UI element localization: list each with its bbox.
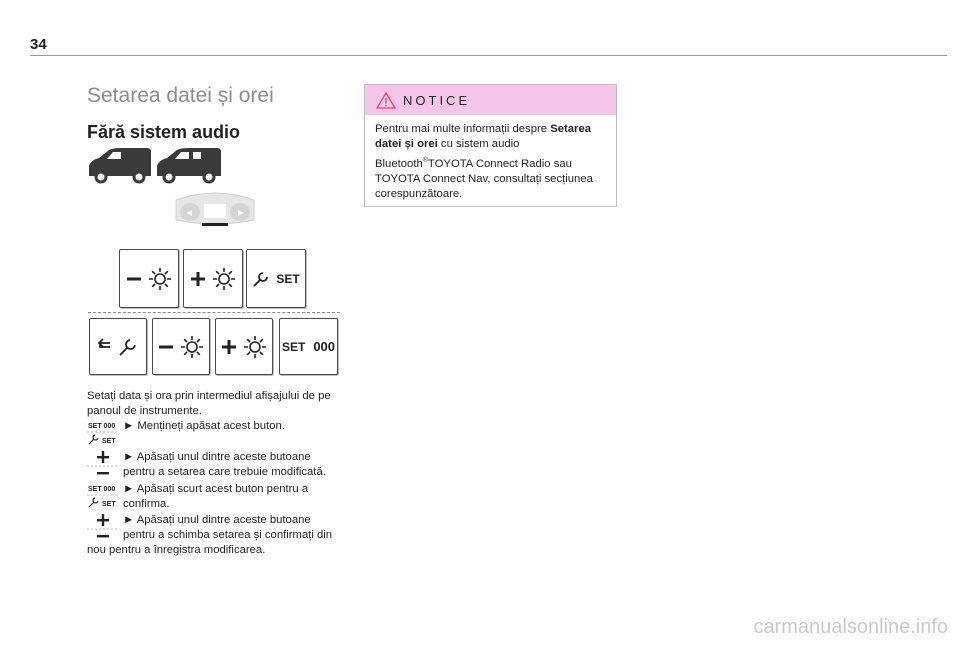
instrument-cluster-icon [172,190,258,228]
svg-text:SET: SET [102,438,116,445]
warning-triangle-icon [376,92,396,109]
notice-text-post1: cu sistem audio Bluetooth [375,138,520,170]
set-label: SET [281,339,306,354]
header-rule [30,55,947,56]
set-buttons-mini-icon [87,420,119,446]
notice-box [364,84,617,207]
set-code: 000 [313,339,336,354]
vehicle-silhouettes-icon [87,146,222,184]
notice-text-pre: Pentru mai multe informații despre [375,123,551,135]
svg-text:SET 000: SET 000 [88,486,116,493]
set-buttons-mini-icon [87,483,119,509]
minus-brightness-icon [125,267,173,291]
plus-brightness-icon [189,267,237,291]
step-1 [87,419,352,447]
page-number: 34 [30,36,47,53]
back-wrench-icon [96,337,140,357]
notice-text-bold: Setarea datei și orei [375,123,592,151]
notice-registered-mark: ® [422,156,428,164]
notice-text-post2: TOYOTA Connect Radio sau TOYOTA Connect Nav, consultați secțiunea corespunzătoare. [375,157,593,200]
set-000-button[interactable] [279,318,338,375]
step-3-text: ► Apăsați scurt acest buton pentru a [123,483,309,495]
set-label: SET [276,271,300,286]
step-1-text: ► Mențineți apăsat acest buton. [123,420,285,432]
step-4 [87,513,352,559]
step-2 [87,450,352,480]
section-title: Setarea datei și orei [87,84,274,107]
settings-set-button[interactable] [246,249,306,308]
step-2-text-cont: pentru a setarea care trebuie modificată. [123,466,326,478]
step-3-text-cont: confirma. [123,498,170,510]
notice-body [365,115,616,202]
plus-minus-mini-icon [87,450,119,480]
brightness-minus-button-2[interactable] [152,318,210,375]
watermark: carmanualsonline.info [753,616,948,638]
step-4-text-cont: pentru a schimba setarea și confirmați din [123,529,333,541]
svg-text:SET: SET [102,501,116,508]
back-settings-button[interactable] [89,318,147,375]
brightness-plus-button-2[interactable] [215,318,273,375]
step-2-text: ► Apăsați unul dintre aceste butoane [123,451,311,463]
notice-header [365,85,616,115]
brightness-minus-button[interactable] [119,249,179,308]
step-4-text: ► Apăsați unul dintre aceste butoane [123,514,311,526]
subsection-title: Fără sistem audio [87,122,241,142]
svg-text:SET 000: SET 000 [88,423,116,430]
minus-brightness-icon [157,335,205,359]
divider [88,312,340,313]
intro-text: Setați data și ora prin intermediul afișajului de pe panoul de instrumente. [87,390,331,417]
plus-minus-mini-icon [87,513,119,543]
notice-title: NOTICE [403,93,471,108]
brightness-plus-button[interactable] [183,249,243,308]
step-3 [87,482,352,512]
step-4-text-cont2: nou pentru a înregistra modificarea. [87,544,266,556]
wrench-icon [252,270,270,288]
plus-brightness-icon [220,335,268,359]
